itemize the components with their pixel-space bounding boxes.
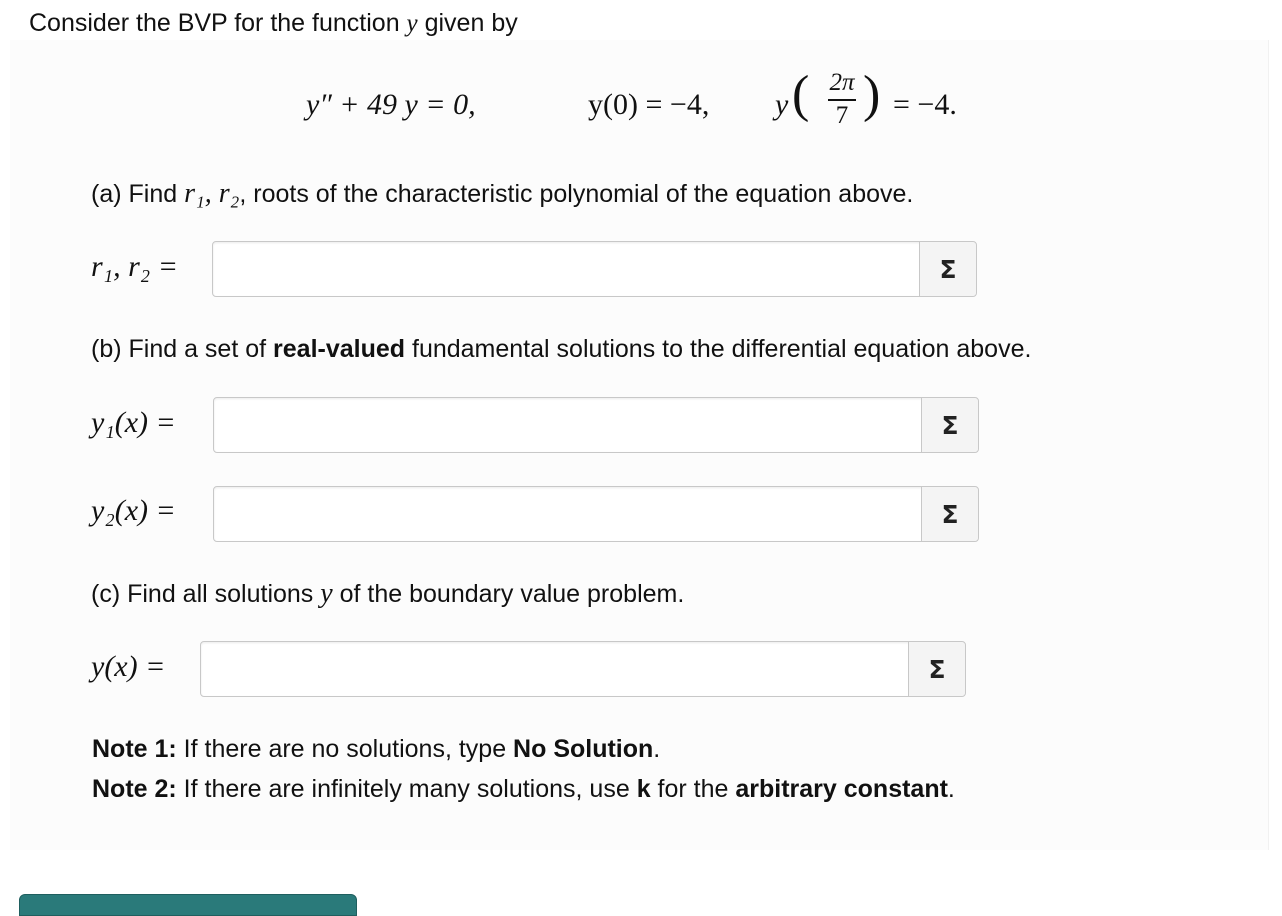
y1-input[interactable]: [214, 398, 921, 452]
y1-label: y₁(x) =: [91, 406, 176, 439]
bc2-fraction: 2π 7: [829, 69, 855, 129]
y2-answer-box: [213, 486, 979, 542]
part-c-question: (c) Find all solutions y of the boundary value problem.: [91, 578, 685, 609]
note-2: Note 2: If there are infinitely many solutions, use k for the arbitrary constant.: [92, 775, 955, 803]
sigma-icon[interactable]: Σ: [921, 398, 978, 452]
sigma-icon[interactable]: Σ: [919, 242, 976, 296]
y2-label: y₂(x) =: [91, 494, 176, 527]
bc2-func: y: [775, 88, 789, 121]
solution-input[interactable]: [201, 642, 908, 696]
y-label: y(x) =: [91, 650, 166, 683]
roots-input[interactable]: [213, 242, 919, 296]
right-paren: ): [863, 66, 881, 123]
bc1-text: y(0) = −4,: [588, 88, 710, 121]
submit-button[interactable]: [19, 894, 357, 916]
sigma-icon[interactable]: Σ: [908, 642, 965, 696]
intro-text: Consider the BVP for the function y given by: [29, 9, 518, 37]
sigma-icon[interactable]: Σ: [921, 487, 978, 541]
roots-answer-box: [212, 241, 977, 297]
y2-input[interactable]: [214, 487, 921, 541]
left-paren: (: [792, 66, 810, 123]
solution-answer-box: [200, 641, 966, 697]
bc2-rhs: = −4.: [893, 88, 957, 121]
part-a-label: r₁, r₂ =: [91, 250, 178, 283]
part-b-question: (b) Find a set of real-valued fundamental solutions to the differential equation above.: [91, 335, 1032, 363]
note-1: Note 1: If there are no solutions, type No Solution.: [92, 735, 661, 763]
y1-answer-box: [213, 397, 979, 453]
part-a-question: (a) Find r₁, r₂, roots of the characteristic polynomial of the equation above.: [91, 178, 914, 209]
ode-text: y″ + 49 y = 0,: [306, 88, 476, 121]
